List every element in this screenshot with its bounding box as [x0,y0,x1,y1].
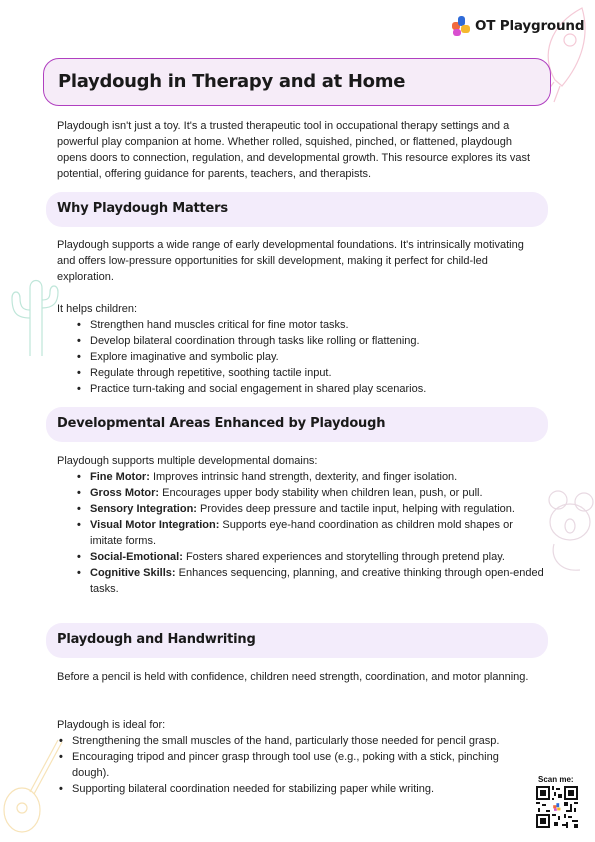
section-header-why [46,192,548,227]
domain-term: Visual Motor Integration: [90,519,220,531]
list-item: • Explore imaginative and symbolic play. [75,349,545,365]
domain-text: Supports eye-hand coordination as children mold shapes or imitate forms. [90,519,513,547]
domain-term: Social-Emotional: [90,551,183,563]
handwriting-list [57,733,539,797]
qr-code-icon[interactable] [536,786,578,828]
domain-text: Enhances sequencing, planning, and creative thinking through open-ended tasks. [90,567,544,595]
brand-logo [452,16,584,36]
list-item: • Strengthen hand muscles critical for fine motor tasks. [75,317,545,333]
list-item [75,485,545,501]
list-item [75,469,545,485]
page-title: Playdough in Therapy and at Home [58,71,406,92]
koala-doodle-icon [540,488,595,578]
section-heading: Developmental Areas Enhanced by Playdough [57,416,386,431]
domains-list [75,469,545,597]
list-item [75,501,545,517]
section-heading: Playdough and Handwriting [57,632,256,647]
skills-list [75,317,545,397]
domain-text: Improves intrinsic hand strength, dexterity, and finger isolation. [149,471,458,483]
section-heading: Why Playdough Matters [57,201,228,216]
domain-text: Provides deep pressure and tactile input, helping with regulation. [196,503,515,515]
section-header-developmental [46,407,548,442]
list-item: • Develop bilateral coordination through tasks like rolling or flattening. [75,333,545,349]
section-paragraph: Playdough supports a wide range of early developmental foundations. It's intrinsically motivating and offers low-pressure opportunities for skill development, making it perfect for child-led exploration. [57,239,524,283]
list-lead: Playdough supports multiple developmental domains: [57,455,318,467]
brand-name: OT Playground [475,18,585,34]
list-item: • Regulate through repetitive, soothing tactile input. [75,365,545,381]
title-banner [43,58,551,106]
domain-text: Fosters shared experiences and storytelling through pretend play. [182,551,505,563]
list-lead: Playdough is ideal for: [57,719,166,731]
logo-mark-icon [452,16,470,36]
qr-label: Scan me: [538,775,574,784]
list-item: • Supporting bilateral coordination needed for stabilizing paper while writing. [57,781,539,797]
section-paragraph: Before a pencil is held with confidence, children need strength, coordination, and motor planning. [57,671,529,683]
domain-term: Fine Motor: [90,471,150,483]
list-item [75,517,545,549]
list-item: • Practice turn-taking and social engagement in shared play scenarios. [75,381,545,397]
domain-term: Sensory Integration: [90,503,197,515]
list-item: • Encouraging tripod and pincer grasp through tool use (e.g., poking with a stick, pinching dough). [57,749,539,781]
domain-term: Cognitive Skills: [90,567,176,579]
list-lead: It helps children: [57,303,138,315]
list-item: • Strengthening the small muscles of the hand, particularly those needed for pencil grasp. [57,733,539,749]
domain-text: Encourages upper body stability when children lean, push, or pull. [159,487,483,499]
list-item [75,565,545,597]
list-item [75,549,545,565]
intro-paragraph: Playdough isn't just a toy. It's a trusted therapeutic tool in occupational therapy settings and a powerful play companion at home. Whether rolled, squished, pinched, or flattened, playdough opens doors to connection, regulation, and developmental growth. This resource explores its vast potential, offering guidance for parents, teachers, and therapists. [57,120,531,180]
domain-term: Gross Motor: [90,487,160,499]
section-header-handwriting [46,623,548,658]
